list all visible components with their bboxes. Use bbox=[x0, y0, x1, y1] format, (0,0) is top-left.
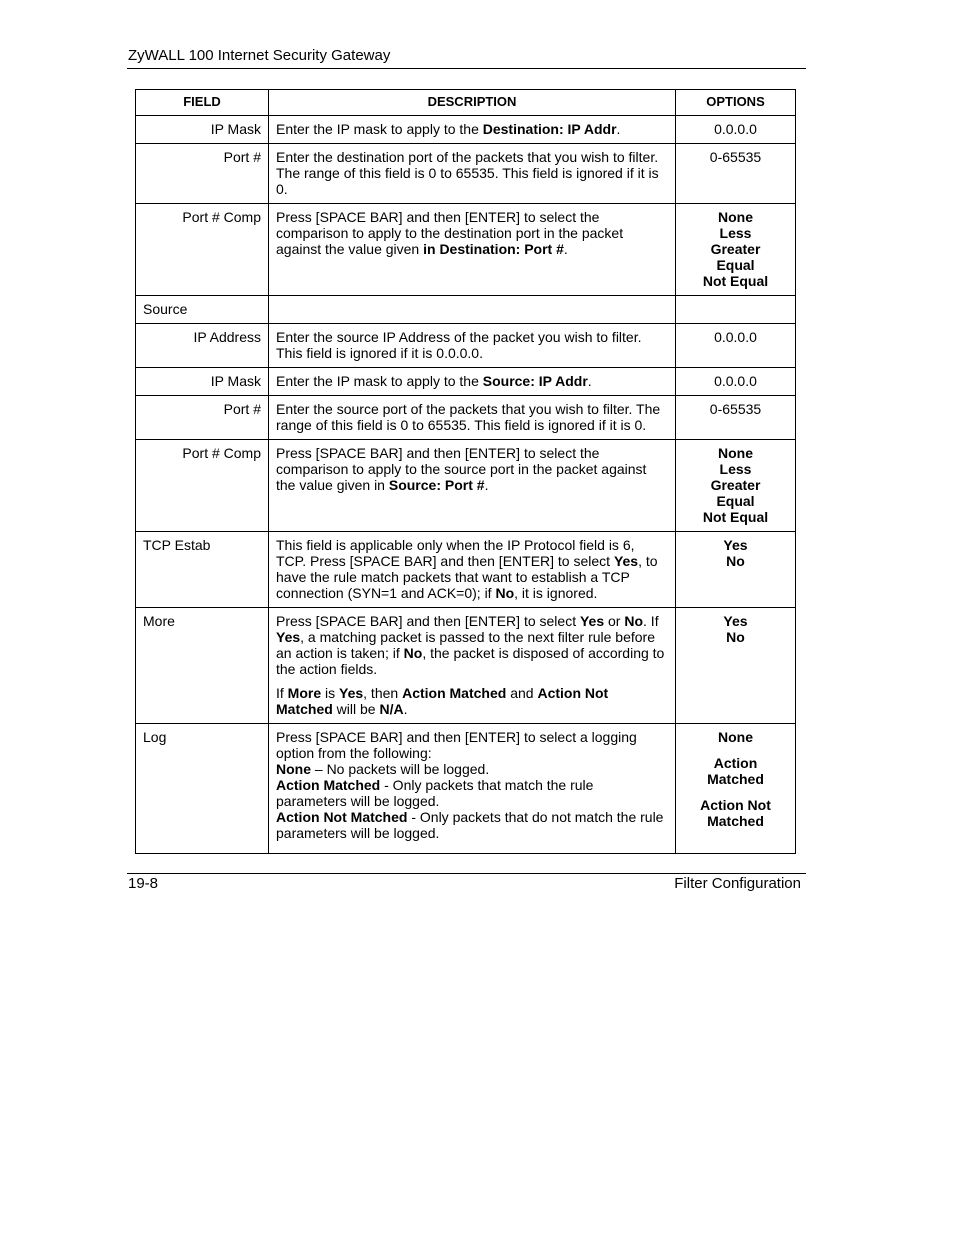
option-item: No bbox=[726, 553, 745, 569]
field-description-table bbox=[135, 89, 796, 854]
option-item: None bbox=[718, 729, 753, 745]
field-options bbox=[676, 724, 796, 854]
field-description: Press [SPACE BAR] and then [ENTER] to select a logging option from the following: None – No packets will be logged. Action Matched - Only packets that match the rule parameters will be logged. Action Not Matched - Only packets that do not match the rule parameters will be logged. bbox=[269, 724, 676, 854]
field-description: Enter the IP mask to apply to the Destination: IP Addr. bbox=[269, 116, 676, 144]
option-item: Yes bbox=[723, 613, 748, 629]
field-options bbox=[676, 440, 796, 532]
field-name: Port # bbox=[136, 144, 269, 204]
field-description: Press [SPACE BAR] and then [ENTER] to select the comparison to apply to the source port in the packet against the value given in Source: Port #. bbox=[269, 440, 676, 532]
option-item: None bbox=[718, 445, 753, 461]
field-group-name: Source bbox=[136, 296, 269, 324]
field-options bbox=[676, 608, 796, 724]
option-item: Greater bbox=[710, 477, 761, 493]
description-paragraph: If More is Yes, then Action Matched and Action Not Matched will be N/A. bbox=[276, 685, 609, 717]
field-options bbox=[676, 204, 796, 296]
option-item: Not Equal bbox=[702, 509, 769, 525]
field-name: Port # Comp bbox=[136, 204, 269, 296]
header-rule bbox=[127, 68, 806, 69]
option-item: Equal bbox=[716, 257, 755, 273]
field-option: 0-65535 bbox=[676, 396, 796, 440]
description-paragraph: Press [SPACE BAR] and then [ENTER] to select Yes or No. If Yes, a matching packet is passed to the next filter rule before an action is taken; if No, the packet is disposed of according to the action fields. bbox=[276, 613, 665, 677]
section-title: Filter Configuration bbox=[674, 875, 801, 892]
field-description bbox=[269, 296, 676, 324]
column-header-options: OPTIONS bbox=[676, 90, 796, 116]
field-name: IP Mask bbox=[136, 368, 269, 396]
column-header-description: DESCRIPTION bbox=[269, 90, 676, 116]
option-item: Action Not Matched bbox=[700, 797, 771, 829]
option-item: Greater bbox=[710, 241, 761, 257]
option-item: Less bbox=[719, 461, 752, 477]
table-row bbox=[136, 144, 796, 204]
field-name: IP Address bbox=[136, 324, 269, 368]
option-item: Action Matched bbox=[707, 755, 764, 787]
option-item: Equal bbox=[716, 493, 755, 509]
table-row bbox=[136, 204, 796, 296]
footer-rule bbox=[127, 873, 806, 874]
table-row bbox=[136, 296, 796, 324]
option-item: No bbox=[726, 629, 745, 645]
option-item: None bbox=[718, 209, 753, 225]
table-row bbox=[136, 116, 796, 144]
table-row bbox=[136, 440, 796, 532]
field-description: Press [SPACE BAR] and then [ENTER] to select the comparison to apply to the destination port in the packet against the value given in Destination: Port #. bbox=[269, 204, 676, 296]
table-row bbox=[136, 396, 796, 440]
field-option: 0.0.0.0 bbox=[676, 368, 796, 396]
field-description: Enter the source IP Address of the packet you wish to filter. This field is ignored if it is 0.0.0.0. bbox=[269, 324, 676, 368]
page-number: 19-8 bbox=[128, 875, 159, 892]
field-name: Log bbox=[136, 724, 269, 854]
option-item: Not Equal bbox=[702, 273, 769, 289]
option-item: Yes bbox=[723, 537, 748, 553]
table-row bbox=[136, 608, 796, 724]
field-description: This field is applicable only when the IP Protocol field is 6, TCP. Press [SPACE BAR] and then [ENTER] to select Yes, to have the rule match packets that want to establish a TCP connection (SYN=1 and ACK=0); if No, it is ignored. bbox=[269, 532, 676, 608]
table-row bbox=[136, 724, 796, 854]
option-item: Less bbox=[719, 225, 752, 241]
field-name: TCP Estab bbox=[136, 532, 269, 608]
column-header-field: FIELD bbox=[136, 90, 269, 116]
field-description: Enter the destination port of the packets that you wish to filter. The range of this field is 0 to 65535. This field is ignored if it is 0. bbox=[269, 144, 676, 204]
table-row bbox=[136, 368, 796, 396]
field-option: 0.0.0.0 bbox=[676, 116, 796, 144]
field-options bbox=[676, 532, 796, 608]
running-header: ZyWALL 100 Internet Security Gateway bbox=[128, 47, 391, 64]
field-option bbox=[676, 296, 796, 324]
table-row bbox=[136, 324, 796, 368]
table-header-row bbox=[136, 90, 796, 116]
field-option: 0.0.0.0 bbox=[676, 324, 796, 368]
field-name: Port # Comp bbox=[136, 440, 269, 532]
field-option: 0-65535 bbox=[676, 144, 796, 204]
table-row bbox=[136, 532, 796, 608]
field-name: IP Mask bbox=[136, 116, 269, 144]
field-description: Enter the IP mask to apply to the Source: IP Addr. bbox=[269, 368, 676, 396]
field-name: More bbox=[136, 608, 269, 724]
field-description bbox=[269, 608, 676, 724]
field-name: Port # bbox=[136, 396, 269, 440]
field-description: Enter the source port of the packets that you wish to filter. The range of this field is 0 to 65535. This field is ignored if it is 0. bbox=[269, 396, 676, 440]
